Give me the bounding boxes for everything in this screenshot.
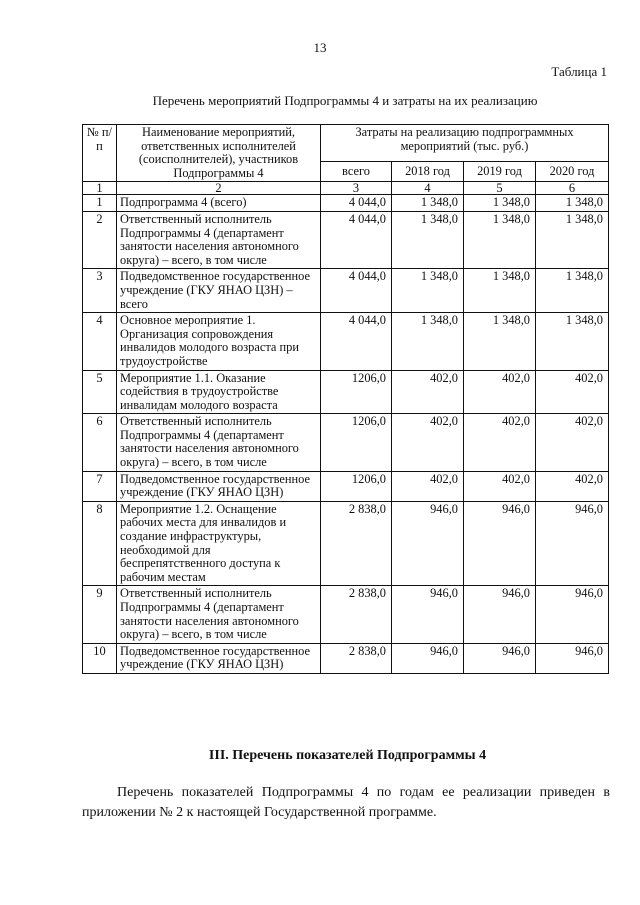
header-row: [83, 125, 609, 162]
row-2020: 1 348,0: [536, 211, 609, 268]
page-number: 13: [313, 40, 327, 55]
row-2018: 1 348,0: [392, 313, 464, 370]
row-2020: 402,0: [536, 414, 609, 471]
row-2019: 402,0: [464, 370, 536, 414]
row-2018: 946,0: [392, 643, 464, 673]
column-number: 3: [321, 182, 392, 195]
row-2018: 946,0: [392, 501, 464, 586]
row-total: 1206,0: [321, 471, 392, 501]
table-label: Таблица 1: [551, 64, 607, 79]
row-name: Ответственный исполнитель Подпрограммы 4 (департамент занятости населения автономного округа) – всего, в том числе: [117, 586, 321, 643]
table-row: [83, 414, 609, 471]
row-2018: 1 348,0: [392, 211, 464, 268]
section-heading: III. Перечень показателей Подпрограммы 4: [208, 748, 487, 763]
table-row: [83, 501, 609, 586]
costs-table: [82, 124, 609, 674]
row-name: Ответственный исполнитель Подпрограммы 4 (департамент занятости населения автономного округа) – всего, в том числе: [117, 414, 321, 471]
row-2019: 402,0: [464, 471, 536, 501]
row-2019: 946,0: [464, 501, 536, 586]
row-total: 4 044,0: [321, 211, 392, 268]
row-number: 9: [83, 586, 117, 643]
row-2020: 402,0: [536, 370, 609, 414]
row-2019: 1 348,0: [464, 269, 536, 313]
row-total: 2 838,0: [321, 501, 392, 586]
column-number: 2: [117, 182, 321, 195]
row-number: 5: [83, 370, 117, 414]
header-2019: 2019 год: [464, 162, 536, 182]
row-number: 10: [83, 643, 117, 673]
row-number: 1: [83, 195, 117, 212]
column-numbers-row: [83, 182, 609, 195]
row-number: 8: [83, 501, 117, 586]
table-row: [83, 269, 609, 313]
row-2020: 1 348,0: [536, 313, 609, 370]
table-row: [83, 211, 609, 268]
row-2018: 1 348,0: [392, 269, 464, 313]
row-2018: 402,0: [392, 471, 464, 501]
row-number: 6: [83, 414, 117, 471]
row-2019: 946,0: [464, 586, 536, 643]
row-total: 4 044,0: [321, 269, 392, 313]
row-name: Мероприятие 1.2. Оснащение рабочих места для инвалидов и создание инфраструктуры, необходимой для беспрепятственного доступа к рабочим местам: [117, 501, 321, 586]
row-name: Подпрограмма 4 (всего): [117, 195, 321, 212]
table-row: [83, 471, 609, 501]
row-2020: 1 348,0: [536, 195, 609, 212]
row-number: 7: [83, 471, 117, 501]
column-number: 6: [536, 182, 609, 195]
table-row: [83, 370, 609, 414]
header-2018: 2018 год: [392, 162, 464, 182]
row-2019: 1 348,0: [464, 313, 536, 370]
row-2019: 1 348,0: [464, 211, 536, 268]
row-total: 2 838,0: [321, 643, 392, 673]
row-2020: 402,0: [536, 471, 609, 501]
table-row: [83, 195, 609, 212]
column-number: 4: [392, 182, 464, 195]
table-row: [83, 643, 609, 673]
row-2020: 1 348,0: [536, 269, 609, 313]
row-2020: 946,0: [536, 501, 609, 586]
row-2018: 402,0: [392, 414, 464, 471]
row-name: Подведомственное государственное учреждение (ГКУ ЯНАО ЦЗН): [117, 643, 321, 673]
row-number: 3: [83, 269, 117, 313]
row-total: 4 044,0: [321, 195, 392, 212]
row-name: Подведомственное государственное учреждение (ГКУ ЯНАО ЦЗН): [117, 471, 321, 501]
table-row: [83, 313, 609, 370]
table-row: [83, 586, 609, 643]
column-number: 1: [83, 182, 117, 195]
header-2020: 2020 год: [536, 162, 609, 182]
row-name: Мероприятие 1.1. Оказание содействия в трудоустройстве инвалидам молодого возраста: [117, 370, 321, 414]
row-2019: 1 348,0: [464, 195, 536, 212]
row-2020: 946,0: [536, 643, 609, 673]
row-2018: 946,0: [392, 586, 464, 643]
row-total: 1206,0: [321, 414, 392, 471]
row-2018: 1 348,0: [392, 195, 464, 212]
row-2018: 402,0: [392, 370, 464, 414]
row-name: Основное мероприятие 1. Организация сопровождения инвалидов молодого возраста при трудоустройстве: [117, 313, 321, 370]
row-number: 2: [83, 211, 117, 268]
header-costs: Затраты на реализацию подпрограммных мероприятий (тыс. руб.): [321, 125, 609, 162]
row-total: 1206,0: [321, 370, 392, 414]
row-2019: 946,0: [464, 643, 536, 673]
header-num: № п/п: [83, 125, 117, 182]
row-name: Ответственный исполнитель Подпрограммы 4 (департамент занятости населения автономного округа) – всего, в том числе: [117, 211, 321, 268]
row-total: 2 838,0: [321, 586, 392, 643]
row-2020: 946,0: [536, 586, 609, 643]
row-number: 4: [83, 313, 117, 370]
body-paragraph: Перечень показателей Подпрограммы 4 по годам ее реализации приведен в приложении № 2 к настоящей Государственной программе.: [82, 785, 610, 820]
row-name: Подведомственное государственное учреждение (ГКУ ЯНАО ЦЗН) – всего: [117, 269, 321, 313]
costs-table-body: [83, 125, 609, 674]
header-total: всего: [321, 162, 392, 182]
row-total: 4 044,0: [321, 313, 392, 370]
header-name: Наименование мероприятий, ответственных исполнителей (соисполнителей), участников Подпрограммы 4: [117, 125, 321, 182]
table-caption: Перечень мероприятий Подпрограммы 4 и затраты на их реализацию: [152, 93, 538, 108]
column-number: 5: [464, 182, 536, 195]
row-2019: 402,0: [464, 414, 536, 471]
